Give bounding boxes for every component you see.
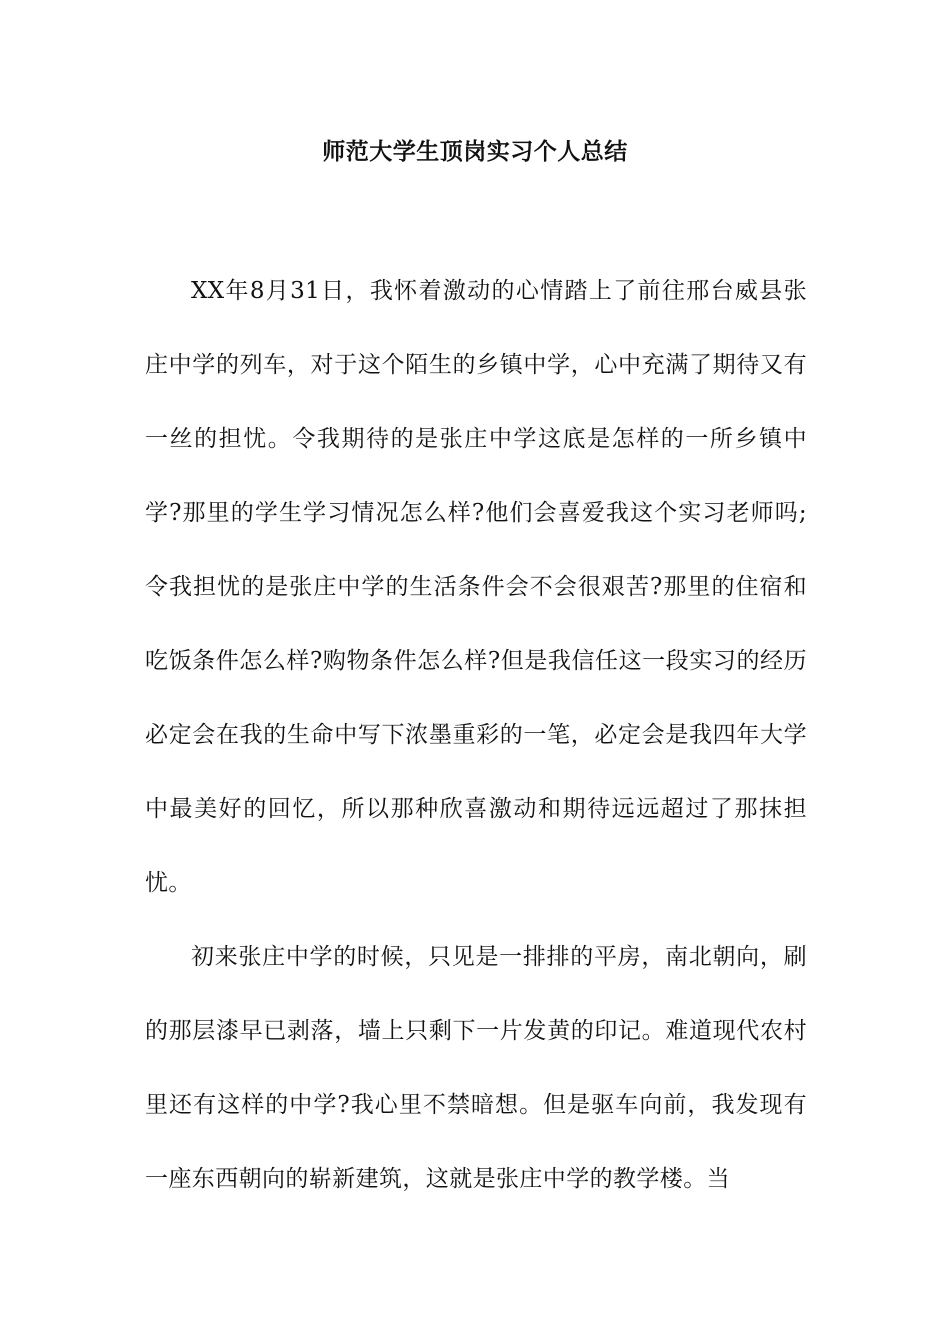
document-body <box>145 254 807 1216</box>
document-title: 师范大学生顶岗实习个人总结 <box>322 138 628 165</box>
paragraph-1: XX年8月31日，我怀着激动的心情踏上了前往邢台威县张庄中学的列车，对于这个陌生的乡镇中学，心中充满了期待又有一丝的担忧。令我期待的是张庄中学这底是怎样的一所乡镇中学?那里的学生学习情况怎么样?他们会喜爱我这个实习老师吗;令我担忧的是张庄中学的生活条件会不会很艰苦?那里的住宿和吃饭条件怎么样?购物条件怎么样?但是我信任这一段实习的经历必定会在我的生命中写下浓墨重彩的一笔，必定会是我四年大学中最美好的回忆，所以那种欣喜激动和期待远远超过了那抹担忧。 <box>145 278 807 896</box>
paragraph-2: 初来张庄中学的时候，只见是一排排的平房，南北朝向，刷的那层漆早已剥落，墙上只剩下一片发黄的印记。难道现代农村里还有这样的中学?我心里不禁暗想。但是驱车向前，我发现有一座东西朝向的崭新建筑，这就是张庄中学的教学楼。当 <box>145 944 807 1192</box>
